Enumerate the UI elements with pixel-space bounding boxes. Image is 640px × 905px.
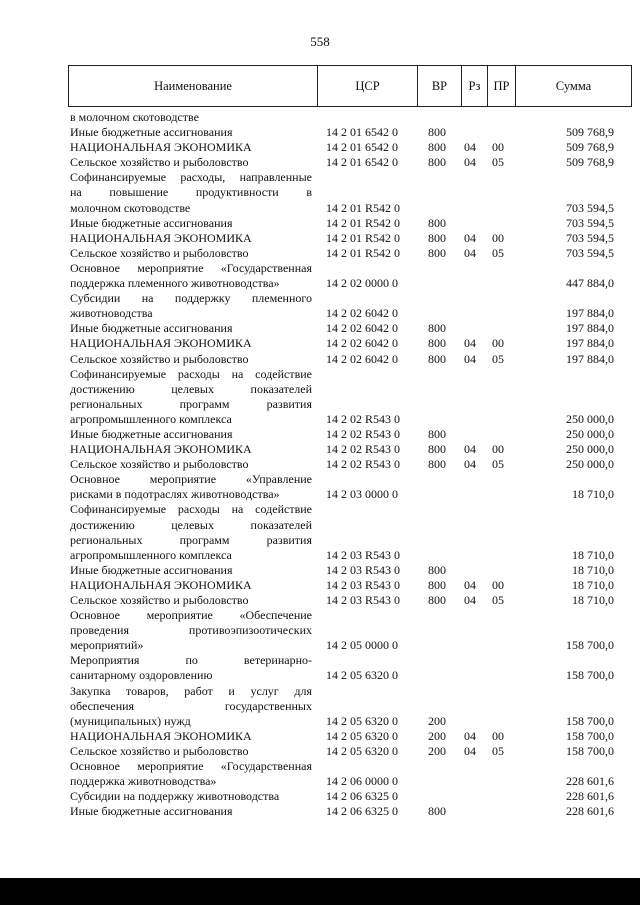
row-pr: 05 [492, 457, 504, 472]
row-csr: 14 2 02 R543 0 [326, 457, 401, 472]
row-name-line: молочном скотоводстве [70, 200, 191, 215]
row-name-line: Основное мероприятие «Управление [70, 472, 312, 487]
row-pr: 05 [492, 593, 504, 607]
row-name [70, 352, 312, 367]
row-name [70, 321, 312, 336]
row-csr: 14 2 02 R543 0 [326, 411, 401, 426]
row-sum: 250 000,0 [566, 457, 614, 472]
table-row [70, 804, 630, 819]
row-sum: 250 000,0 [566, 442, 614, 457]
table-row [70, 593, 630, 608]
row-name-line: Иные бюджетные ассигнования [70, 562, 233, 577]
row-rz: 04 [464, 442, 476, 457]
row-csr: 14 2 03 R543 0 [326, 547, 401, 562]
row-name [70, 125, 312, 140]
row-csr: 14 2 01 6542 0 [326, 155, 398, 170]
row-csr: 14 2 05 6320 0 [326, 743, 398, 758]
row-name [70, 744, 312, 759]
row-csr: 14 2 05 0000 0 [326, 638, 398, 653]
row-name [70, 367, 312, 427]
table-row [70, 563, 630, 578]
row-csr: 14 2 05 6320 0 [326, 668, 398, 683]
row-name-line: Сельское хозяйство и рыболовство [70, 155, 249, 170]
row-rz: 04 [464, 743, 476, 758]
row-vr: 800 [428, 230, 446, 245]
header-csr: ЦСР [317, 66, 417, 106]
table-row [70, 321, 630, 336]
row-csr: 14 2 02 6042 0 [326, 336, 398, 351]
row-name-line: Иные бюджетные ассигнования [70, 426, 233, 441]
row-name [70, 563, 312, 578]
row-pr: 05 [492, 245, 504, 260]
header-sum: Сумма [515, 66, 631, 106]
row-name-line: Основное мероприятие «Обеспечение [70, 608, 312, 623]
table-row [70, 231, 630, 246]
row-vr: 800 [428, 155, 446, 170]
row-name-line: (муниципальных) нужд [70, 713, 191, 728]
row-name-line: рисками в подотраслях животноводства» [70, 487, 280, 502]
row-vr: 800 [428, 457, 446, 472]
scan-bottom-edge [0, 878, 640, 905]
row-rz: 04 [464, 728, 476, 743]
row-name-line: животноводства [70, 306, 153, 321]
row-name-line: Сельское хозяйство и рыболовство [70, 593, 249, 607]
row-vr: 800 [428, 442, 446, 457]
row-pr: 05 [492, 743, 504, 758]
table-row [70, 578, 630, 593]
row-csr: 14 2 01 6542 0 [326, 125, 398, 140]
row-vr: 800 [428, 245, 446, 260]
row-name [70, 216, 312, 231]
row-rz: 04 [464, 457, 476, 472]
row-pr: 00 [492, 140, 504, 155]
row-rz: 04 [464, 336, 476, 351]
row-sum: 197 884,0 [566, 336, 614, 351]
row-name-line: Сельское хозяйство и рыболовство [70, 457, 249, 472]
header-pr: ПР [487, 66, 515, 106]
row-name-line: на повышение продуктивности в [70, 185, 312, 200]
row-sum: 509 768,9 [566, 140, 614, 155]
row-sum: 158 700,0 [566, 638, 614, 653]
row-csr: 14 2 05 6320 0 [326, 728, 398, 743]
row-vr: 800 [428, 562, 446, 577]
row-pr: 00 [492, 442, 504, 457]
row-csr: 14 2 05 6320 0 [326, 713, 398, 728]
row-sum: 509 768,9 [566, 125, 614, 140]
table-row [70, 125, 630, 140]
row-sum: 228 601,6 [566, 774, 614, 789]
row-name-line: НАЦИОНАЛЬНАЯ ЭКОНОМИКА [70, 140, 252, 155]
header-vr: ВР [417, 66, 461, 106]
table-row [70, 608, 630, 653]
row-name [70, 246, 312, 261]
row-csr: 14 2 03 R543 0 [326, 562, 401, 577]
row-name-line: Иные бюджетные ассигнования [70, 125, 233, 140]
row-csr: 14 2 01 R542 0 [326, 245, 401, 260]
row-pr: 00 [492, 230, 504, 245]
row-rz: 04 [464, 230, 476, 245]
row-name-line: Софинансируемые расходы, направленные [70, 170, 312, 185]
row-rz: 04 [464, 593, 476, 607]
row-sum: 228 601,6 [566, 804, 614, 819]
row-vr: 800 [428, 351, 446, 366]
row-name-line: региональных программ развития [70, 532, 312, 547]
table-row [70, 246, 630, 261]
table-row [70, 744, 630, 759]
row-name-line: Субсидии на поддержку животноводства [70, 789, 280, 804]
table-row [70, 789, 630, 804]
row-sum: 18 710,0 [572, 487, 614, 502]
row-pr: 00 [492, 728, 504, 743]
row-name-line: региональных программ развития [70, 396, 312, 411]
row-name [70, 804, 312, 819]
row-name [70, 653, 312, 683]
row-vr: 800 [428, 125, 446, 140]
row-sum: 18 710,0 [572, 562, 614, 577]
row-name [70, 472, 312, 502]
row-rz: 04 [464, 155, 476, 170]
row-vr: 800 [428, 593, 446, 607]
table-row [70, 472, 630, 502]
row-csr: 14 2 01 R542 0 [326, 200, 401, 215]
row-sum: 197 884,0 [566, 321, 614, 336]
row-name-line: Субсидии на поддержку племенного [70, 291, 312, 306]
row-name-line: санитарному оздоровлению [70, 668, 213, 683]
row-csr: 14 2 03 R543 0 [326, 577, 401, 592]
row-name [70, 291, 312, 321]
row-name [70, 170, 312, 215]
row-sum: 250 000,0 [566, 411, 614, 426]
row-name [70, 578, 312, 593]
table-row [70, 216, 630, 231]
table-row [70, 442, 630, 457]
row-name-line: НАЦИОНАЛЬНАЯ ЭКОНОМИКА [70, 336, 252, 351]
row-name-line: Софинансируемые расходы на содействие [70, 502, 312, 517]
row-sum: 703 594,5 [566, 215, 614, 230]
row-name-line: Сельское хозяйство и рыболовство [70, 351, 249, 366]
row-vr: 800 [428, 336, 446, 351]
row-name [70, 110, 312, 125]
row-csr: 14 2 02 R543 0 [326, 426, 401, 441]
row-name-line: Сельское хозяйство и рыболовство [70, 743, 249, 758]
table-row [70, 427, 630, 442]
table-row [70, 653, 630, 683]
row-name [70, 789, 312, 804]
row-csr: 14 2 01 R542 0 [326, 215, 401, 230]
row-rz: 04 [464, 245, 476, 260]
row-sum: 197 884,0 [566, 351, 614, 366]
row-name [70, 231, 312, 246]
row-pr: 00 [492, 336, 504, 351]
row-sum: 228 601,6 [566, 789, 614, 804]
row-name [70, 684, 312, 729]
row-name-line: НАЦИОНАЛЬНАЯ ЭКОНОМИКА [70, 577, 252, 592]
row-name-line: агропромышленного комплекса [70, 547, 232, 562]
row-name [70, 261, 312, 291]
row-vr: 200 [428, 713, 446, 728]
header-rz: Рз [461, 66, 487, 106]
row-name-line: мероприятий» [70, 638, 144, 653]
row-csr: 14 2 03 R543 0 [326, 593, 401, 607]
row-pr: 05 [492, 155, 504, 170]
row-sum: 447 884,0 [566, 276, 614, 291]
row-vr: 200 [428, 728, 446, 743]
table-body [70, 110, 630, 819]
row-name-line: Сельское хозяйство и рыболовство [70, 245, 249, 260]
row-name-line: Иные бюджетные ассигнования [70, 321, 233, 336]
table-row [70, 367, 630, 427]
row-csr: 14 2 03 0000 0 [326, 487, 398, 502]
row-name [70, 759, 312, 789]
table-row [70, 729, 630, 744]
row-name-line: Основное мероприятие «Государственная [70, 759, 312, 774]
row-pr: 05 [492, 351, 504, 366]
row-name-line: в молочном скотоводстве [70, 110, 199, 124]
row-csr: 14 2 02 6042 0 [326, 351, 398, 366]
row-name-line: НАЦИОНАЛЬНАЯ ЭКОНОМИКА [70, 230, 252, 245]
row-name-line: проведения противоэпизоотических [70, 623, 312, 638]
table-row [70, 759, 630, 789]
row-sum: 158 700,0 [566, 713, 614, 728]
row-name [70, 140, 312, 155]
row-sum: 158 700,0 [566, 743, 614, 758]
row-csr: 14 2 02 6042 0 [326, 321, 398, 336]
row-name-line: Основное мероприятие «Государственная [70, 260, 312, 275]
row-name-line: НАЦИОНАЛЬНАЯ ЭКОНОМИКА [70, 728, 252, 743]
row-name-line: НАЦИОНАЛЬНАЯ ЭКОНОМИКА [70, 442, 252, 457]
row-name [70, 442, 312, 457]
row-name [70, 457, 312, 472]
row-vr: 200 [428, 743, 446, 758]
row-sum: 703 594,5 [566, 230, 614, 245]
table-row [70, 291, 630, 321]
row-vr: 800 [428, 321, 446, 336]
row-sum: 158 700,0 [566, 668, 614, 683]
header-name: Наименование [154, 78, 232, 93]
row-name-line: поддержка племенного животноводства» [70, 276, 280, 291]
row-name [70, 155, 312, 170]
table-row [70, 110, 630, 125]
row-name [70, 502, 312, 562]
row-name-line: Софинансируемые расходы на содействие [70, 366, 312, 381]
row-csr: 14 2 06 6325 0 [326, 789, 398, 804]
row-sum: 18 710,0 [572, 547, 614, 562]
row-name [70, 608, 312, 653]
row-name [70, 593, 312, 608]
row-sum: 703 594,5 [566, 245, 614, 260]
row-csr: 14 2 06 6325 0 [326, 804, 398, 819]
row-sum: 18 710,0 [572, 593, 614, 607]
row-sum: 18 710,0 [572, 577, 614, 592]
page-number: 558 [310, 34, 330, 49]
row-name-line: достижению целевых показателей [70, 381, 312, 396]
row-name-line: поддержка животноводства» [70, 774, 217, 789]
row-csr: 14 2 02 6042 0 [326, 306, 398, 321]
row-rz: 04 [464, 140, 476, 155]
row-csr: 14 2 01 R542 0 [326, 230, 401, 245]
row-vr: 800 [428, 577, 446, 592]
row-rz: 04 [464, 577, 476, 592]
row-csr: 14 2 01 6542 0 [326, 140, 398, 155]
row-pr: 00 [492, 577, 504, 592]
row-sum: 158 700,0 [566, 728, 614, 743]
row-name [70, 427, 312, 442]
row-csr: 14 2 02 0000 0 [326, 276, 398, 291]
row-sum: 703 594,5 [566, 200, 614, 215]
table-row [70, 502, 630, 562]
row-name-line: обеспечения государственных [70, 698, 312, 713]
table-row [70, 457, 630, 472]
row-name-line: Мероприятия по ветеринарно- [70, 653, 312, 668]
row-name-line: Иные бюджетные ассигнования [70, 215, 233, 230]
row-name-line: Закупка товаров, работ и услуг для [70, 683, 312, 698]
row-vr: 800 [428, 804, 446, 819]
row-rz: 04 [464, 351, 476, 366]
table-row [70, 170, 630, 215]
row-vr: 800 [428, 215, 446, 230]
row-name [70, 729, 312, 744]
row-sum: 509 768,9 [566, 155, 614, 170]
row-name-line: достижению целевых показателей [70, 517, 312, 532]
table-row [70, 140, 630, 155]
row-name-line: Иные бюджетные ассигнования [70, 804, 233, 819]
row-name-line: агропромышленного комплекса [70, 411, 232, 426]
row-vr: 800 [428, 426, 446, 441]
row-name [70, 336, 312, 351]
table-row [70, 336, 630, 351]
row-sum: 250 000,0 [566, 426, 614, 441]
table-row [70, 684, 630, 729]
row-vr: 800 [428, 140, 446, 155]
table-row [70, 155, 630, 170]
row-csr: 14 2 06 0000 0 [326, 774, 398, 789]
row-csr: 14 2 02 R543 0 [326, 442, 401, 457]
table-row [70, 352, 630, 367]
row-sum: 197 884,0 [566, 306, 614, 321]
table-header [68, 65, 632, 107]
table-row [70, 261, 630, 291]
